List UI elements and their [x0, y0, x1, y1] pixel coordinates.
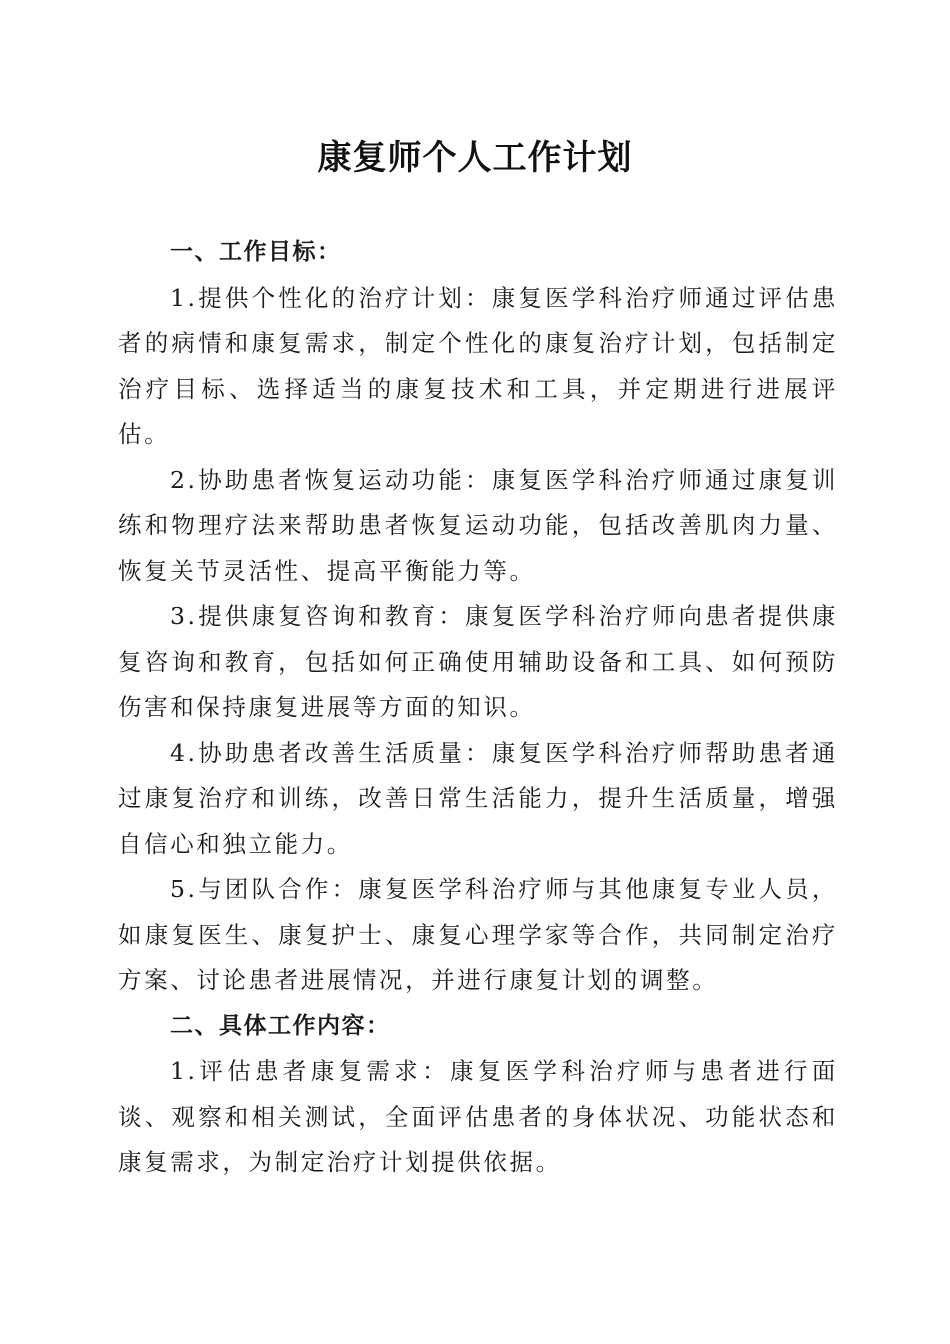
section-heading-work-content: 二、具体工作内容： — [170, 1012, 391, 1039]
goal-paragraph-3: 3.提供康复咨询和教育：康复医学科治疗师向患者提供康复咨询和教育，包括如何正确使用辅助设备和工具、如何预防伤害和保持康复进展等方面的知识。 — [118, 602, 838, 721]
work-content-paragraph-1: 1.评估患者康复需求：康复医学科治疗师与患者进行面谈、观察和相关测试，全面评估患者的身体状况、功能状态和康复需求，为制定治疗计划提供依据。 — [118, 1057, 838, 1176]
section-heading-goals: 一、工作目标： — [170, 239, 342, 265]
document-body — [118, 230, 838, 1186]
goal-paragraph-5: 5.与团队合作：康复医学科治疗师与其他康复专业人员，如康复医生、康复护士、康复心理学家等合作，共同制定治疗方案、讨论患者进展情况，并进行康复计划的调整。 — [118, 875, 838, 994]
goal-paragraph-1: 1.提供个性化的治疗计划：康复医学科治疗师通过评估患者的病情和康复需求，制定个性化的康复治疗计划，包括制定治疗目标、选择适当的康复技术和工具，并定期进行进展评估。 — [118, 283, 838, 448]
document-title: 康复师个人工作计划 — [317, 138, 633, 178]
goal-paragraph-4: 4.协助患者改善生活质量：康复医学科治疗师帮助患者通过康复治疗和训练，改善日常生活能力，提升生活质量，增强自信心和独立能力。 — [118, 738, 838, 858]
goal-paragraph-2: 2.协助患者恢复运动功能：康复医学科治疗师通过康复训练和物理疗法来帮助患者恢复运动功能，包括改善肌肉力量、恢复关节灵活性、提高平衡能力等。 — [118, 465, 838, 585]
